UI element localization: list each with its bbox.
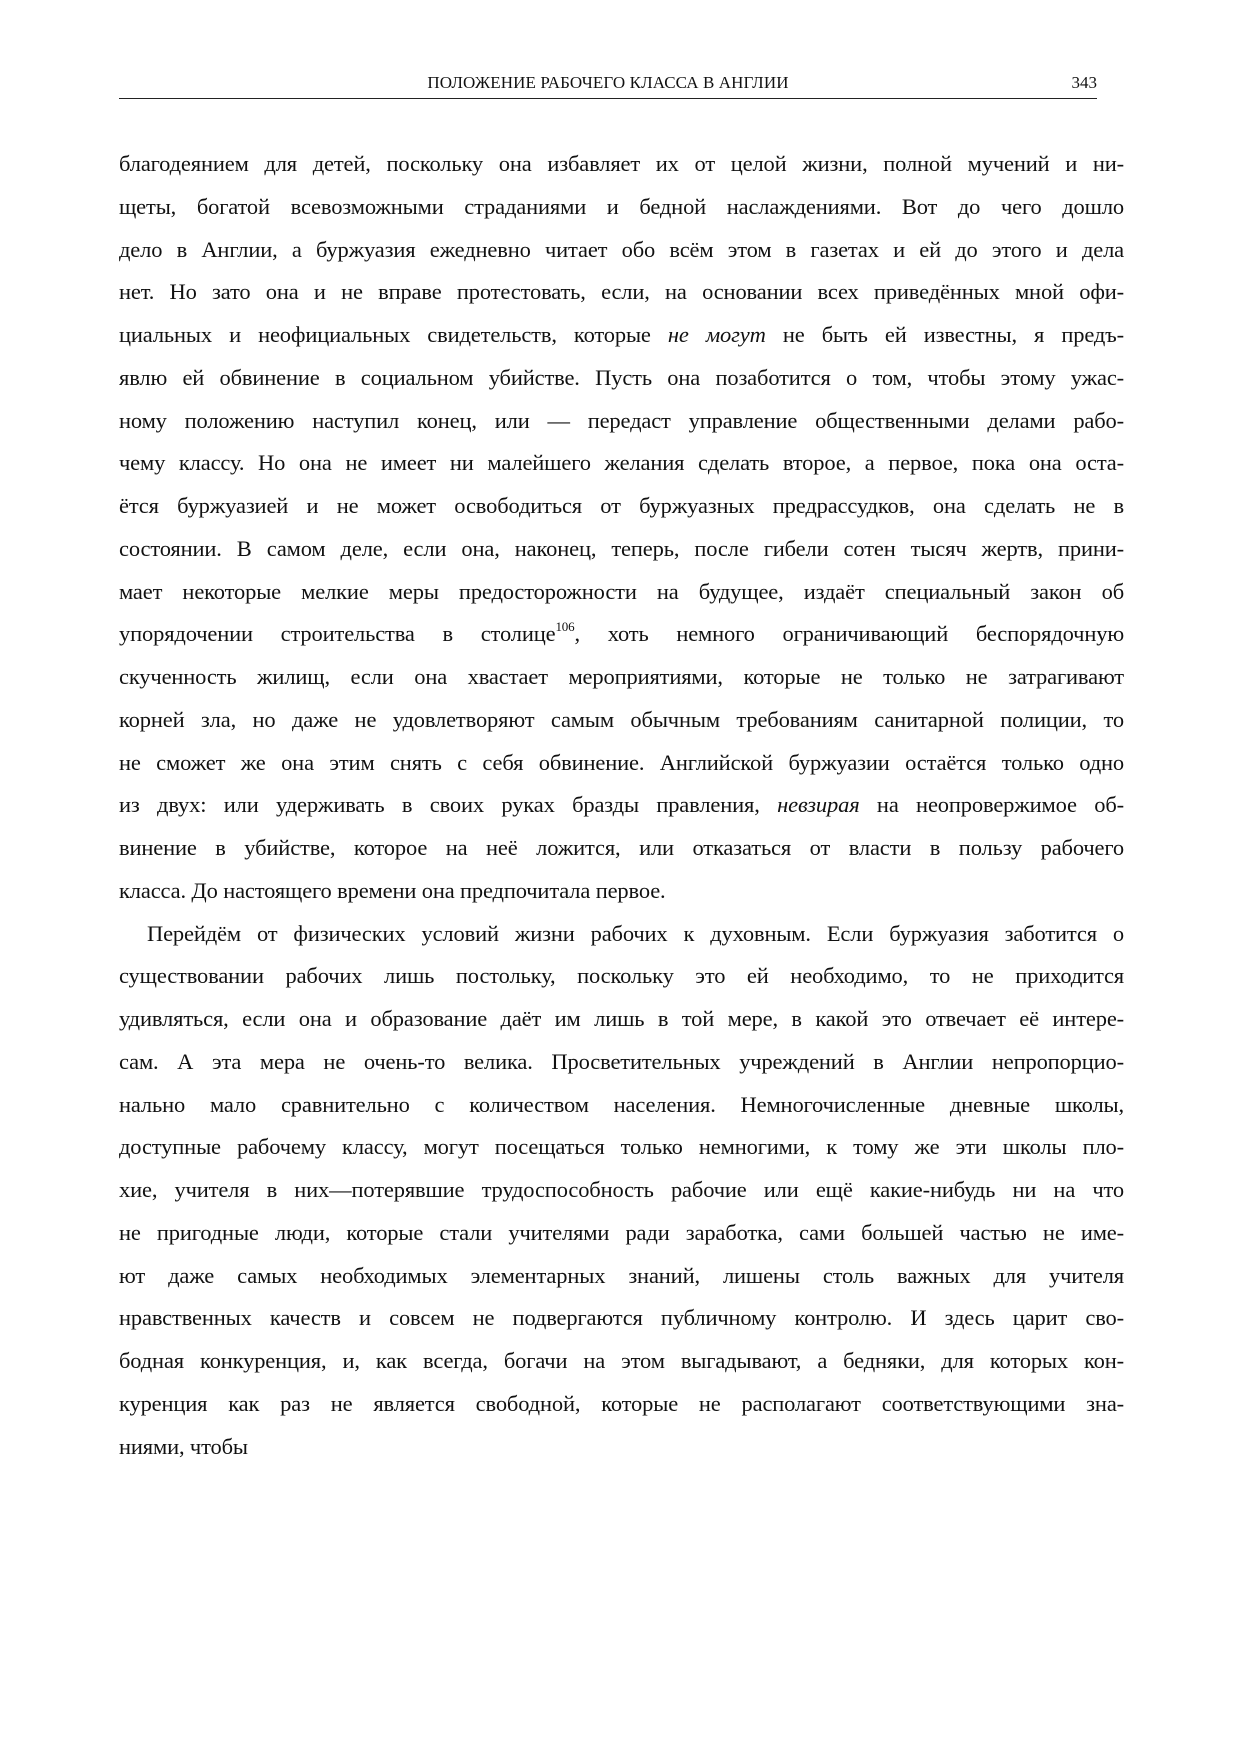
- text-segment: мает некоторые мелкие меры предосторожности на будущее, издаёт специальный закон об: [119, 578, 1124, 604]
- text-line: [119, 143, 1124, 186]
- text-line: [119, 229, 1124, 272]
- text-line: [119, 913, 1124, 956]
- text-segment: куренция как раз не является свободной, которые не располагают соответствующими зна-: [119, 1390, 1124, 1416]
- text-segment: циальных и неофициальных свидетельств, которые: [119, 322, 668, 347]
- text-line: [119, 742, 1124, 785]
- text-line: [119, 955, 1124, 998]
- text-segment: ному положению наступил конец, или — передаст управление общественными делами рабо-: [119, 407, 1124, 433]
- text-segment: сам. А эта мера не очень-то велика. Просветительных учреждений в Англии непропорцио-: [119, 1048, 1124, 1074]
- text-segment: не сможет же она этим снять с себя обвинение. Английской буржуазии остаётся только одно: [119, 749, 1124, 775]
- text-segment: упорядочении строительства в столице: [119, 621, 556, 647]
- text-segment: Перейдём от физических условий жизни рабочих к духовным. Если буржуазия заботится о: [147, 920, 1124, 946]
- text-segment: чему классу. Но она не имеет ни малейшего желания сделать второе, а первое, пока она оста-: [119, 450, 1124, 476]
- text-segment: не быть ей известны, я предъ-: [765, 322, 1125, 347]
- text-line: [119, 485, 1124, 528]
- text-segment: дело в Англии, а буржуазия ежедневно читает обо всём этом в газетах и ей до этого и дела: [119, 236, 1124, 262]
- text-segment: доступные рабочему классу, могут посещаться только немногими, к тому же эти школы пло-: [119, 1134, 1124, 1160]
- text-line: [119, 784, 1124, 827]
- text-segment: хие, учителя в них—потерявшие трудоспособность рабочие или ещё какие-нибудь ни на что: [119, 1177, 1124, 1202]
- text-line: [119, 1084, 1124, 1127]
- text-line: [119, 1212, 1124, 1255]
- text-segment: скученность жилищ, если она хвастает мероприятиями, которые не только не затрагивают: [119, 664, 1124, 689]
- text-segment: ётся буржуазией и не может освободиться от буржуазных предрассудков, она сделать не в: [119, 493, 1124, 518]
- text-segment: удивляться, если она и образование даёт им лишь в той мере, в какой это отвечает её интере-: [119, 1006, 1124, 1031]
- text-line: [119, 314, 1124, 357]
- text-line: [119, 870, 1124, 913]
- text-segment: ниями, чтобы: [119, 1433, 248, 1459]
- text-line: [119, 400, 1124, 443]
- text-line: [119, 1297, 1124, 1340]
- emphasis-text: невзирая: [777, 792, 860, 818]
- body-text: [119, 143, 1124, 1468]
- text-line: [119, 699, 1124, 742]
- text-segment: винение в убийстве, которое на неё ложится, или отказаться от власти в пользу рабочего: [119, 835, 1124, 860]
- text-line: [119, 827, 1124, 870]
- text-segment: не пригодные люди, которые стали учителями ради заработка, сами большей частью не име-: [119, 1219, 1124, 1245]
- text-line: [119, 1041, 1124, 1084]
- text-segment: явлю ей обвинение в социальном убийстве. Пусть она позаботится о том, чтобы этому ужас-: [119, 364, 1124, 390]
- text-segment: , хоть немного ограничивающий беспорядочную: [574, 621, 1124, 647]
- text-segment: щеты, богатой всевозможными страданиями и бедной наслаждениями. Вот до чего дошло: [119, 193, 1124, 219]
- text-line: [119, 613, 1124, 656]
- text-line: [119, 528, 1124, 571]
- text-segment: нравственных качеств и совсем не подвергаются публичному контролю. И здесь царит сво-: [119, 1305, 1124, 1331]
- text-line: [119, 1383, 1124, 1426]
- text-segment: из двух: или удерживать в своих руках бразды правления,: [119, 792, 778, 818]
- text-line: [119, 1340, 1124, 1383]
- text-segment: благодеянием для детей, поскольку она избавляет их от целой жизни, полной мучений и ни-: [119, 151, 1124, 176]
- text-line: [119, 1255, 1124, 1298]
- paragraph: [119, 143, 1124, 913]
- text-line: [119, 1126, 1124, 1169]
- text-segment: нально мало сравнительно с количеством населения. Немногочисленные дневные школы,: [119, 1091, 1124, 1117]
- text-line: [119, 271, 1124, 314]
- text-line: [119, 998, 1124, 1041]
- footnote-reference: 106: [555, 618, 575, 634]
- page-number: 343: [1071, 73, 1097, 92]
- text-line: [119, 442, 1124, 485]
- text-line: [119, 1426, 1124, 1469]
- text-segment: корней зла, но даже не удовлетворяют самым обычным требованиям санитарной полиции, то: [119, 706, 1124, 732]
- text-line: [119, 357, 1124, 400]
- running-title: ПОЛОЖЕНИЕ РАБОЧЕГО КЛАССА В АНГЛИИ: [427, 73, 789, 92]
- text-segment: класса. До настоящего времени она предпочитала первое.: [119, 877, 666, 903]
- emphasis-text: не могут: [667, 322, 766, 347]
- text-segment: существовании рабочих лишь постольку, поскольку это ей необходимо, то не приходится: [119, 963, 1124, 989]
- text-line: [119, 656, 1124, 699]
- text-line: [119, 186, 1124, 229]
- text-line: [119, 1169, 1124, 1212]
- running-header: [119, 70, 1097, 99]
- text-segment: состоянии. В самом деле, если она, наконец, теперь, после гибели сотен тысяч жертв, прини-: [119, 535, 1124, 561]
- text-segment: ют даже самых необходимых элементарных знаний, лишены столь важных для учителя: [119, 1262, 1124, 1288]
- paragraph: [119, 913, 1124, 1469]
- text-segment: нет. Но зато она и не вправе протестовать, если, на основании всех приведённых мной офи-: [119, 279, 1124, 305]
- text-segment: на неопровержимое об-: [859, 792, 1124, 818]
- text-line: [119, 571, 1124, 614]
- text-segment: бодная конкуренция, и, как всегда, богачи на этом выгадывают, а бедняки, для которых кон-: [119, 1348, 1124, 1373]
